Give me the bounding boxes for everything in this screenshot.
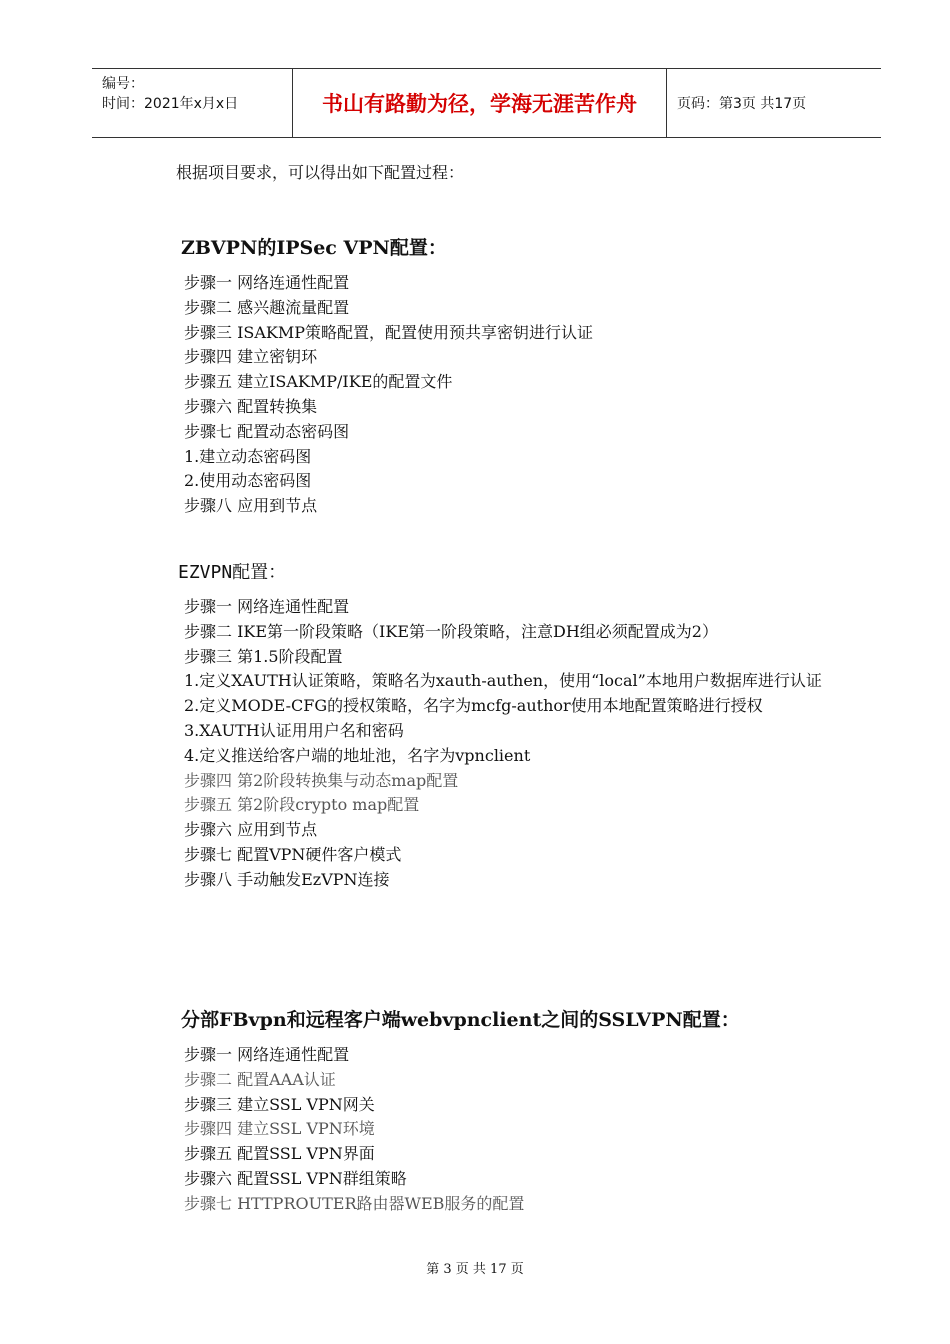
list-item: 步骤二 感兴趣流量配置 xyxy=(184,297,350,317)
intro-text: 根据项目要求，可以得出如下配置过程： xyxy=(176,163,465,182)
list-item: 步骤四 建立SSL VPN环境 xyxy=(184,1119,375,1139)
header-page-label: 页码：第3页 共17页 xyxy=(677,96,807,112)
list-item: 步骤五 建立ISAKMP/IKE的配置文件 xyxy=(184,372,453,392)
time-label: 时间：2021年x月x日 xyxy=(102,96,239,112)
list-item: 步骤三 ISAKMP策略配置，配置使用预共享密钥进行认证 xyxy=(184,322,594,342)
list-item: 步骤四 第2阶段转换集与动态map配置 xyxy=(184,770,459,790)
list-item: 步骤一 网络连通性配置 xyxy=(184,597,350,616)
section-list-ezvpn xyxy=(184,595,844,893)
list-item: 2.定义MODE-CFG的授权策略，名字为mcfg-author使用本地配置策略进行授权 xyxy=(184,696,763,716)
list-item: 步骤八 手动触发EzVPN连接 xyxy=(184,869,390,889)
list-item: 步骤六 应用到节点 xyxy=(184,820,318,840)
list-item: 步骤三 建立SSL VPN网关 xyxy=(184,1094,375,1114)
list-item: 步骤五 配置SSL VPN界面 xyxy=(184,1144,375,1164)
list-item: 步骤三 第1.5阶段配置 xyxy=(184,646,343,666)
header-motto: 书山有路勤为径，学海无涯苦作舟 xyxy=(293,69,667,137)
list-item: 步骤七 配置动态密码图 xyxy=(184,421,350,441)
number-label: 编号： xyxy=(102,76,144,92)
section-list-sslvpn xyxy=(184,1043,844,1217)
list-item: 4.定义推送给客户端的地址池，名字为vpnclient xyxy=(184,745,531,765)
list-item: 3.XAUTH认证用用户名和密码 xyxy=(184,720,404,740)
page-header xyxy=(92,68,881,138)
section-title-ezvpn: EZVPN配置： xyxy=(178,562,287,583)
list-item: 步骤二 IKE第一阶段策略（IKE第一阶段策略，注意DH组必须配置成为2） xyxy=(184,621,718,641)
list-item: 步骤七 HTTPROUTER路由器WEB服务的配置 xyxy=(184,1193,525,1213)
list-item: 1.定义XAUTH认证策略，策略名为xauth-authen，使用“local”本地用户数据库进行认证 xyxy=(184,671,822,691)
header-info-cell xyxy=(92,69,293,137)
list-item: 步骤二 配置AAA认证 xyxy=(184,1069,336,1089)
section-title-sslvpn: 分部FBvpn和远程客户端webvpnclient之间的SSLVPN配置： xyxy=(181,1009,740,1031)
page-footer: 第 3 页 共 17 页 xyxy=(426,1262,524,1277)
list-item: 1.建立动态密码图 xyxy=(184,446,312,466)
section-list-zbvpn xyxy=(184,271,844,519)
list-item: 步骤五 第2阶段crypto map配置 xyxy=(184,795,420,815)
list-item: 步骤七 配置VPN硬件客户模式 xyxy=(184,844,402,864)
list-item: 步骤六 配置转换集 xyxy=(184,396,318,416)
list-item: 步骤八 应用到节点 xyxy=(184,496,318,516)
list-item: 步骤一 网络连通性配置 xyxy=(184,273,350,292)
list-item: 步骤四 建立密钥环 xyxy=(184,347,318,367)
list-item: 步骤六 配置SSL VPN群组策略 xyxy=(184,1168,407,1188)
list-item: 步骤一 网络连通性配置 xyxy=(184,1045,350,1064)
section-title-zbvpn: ZBVPN的IPSec VPN配置： xyxy=(181,237,447,259)
list-item: 2.使用动态密码图 xyxy=(184,471,312,491)
